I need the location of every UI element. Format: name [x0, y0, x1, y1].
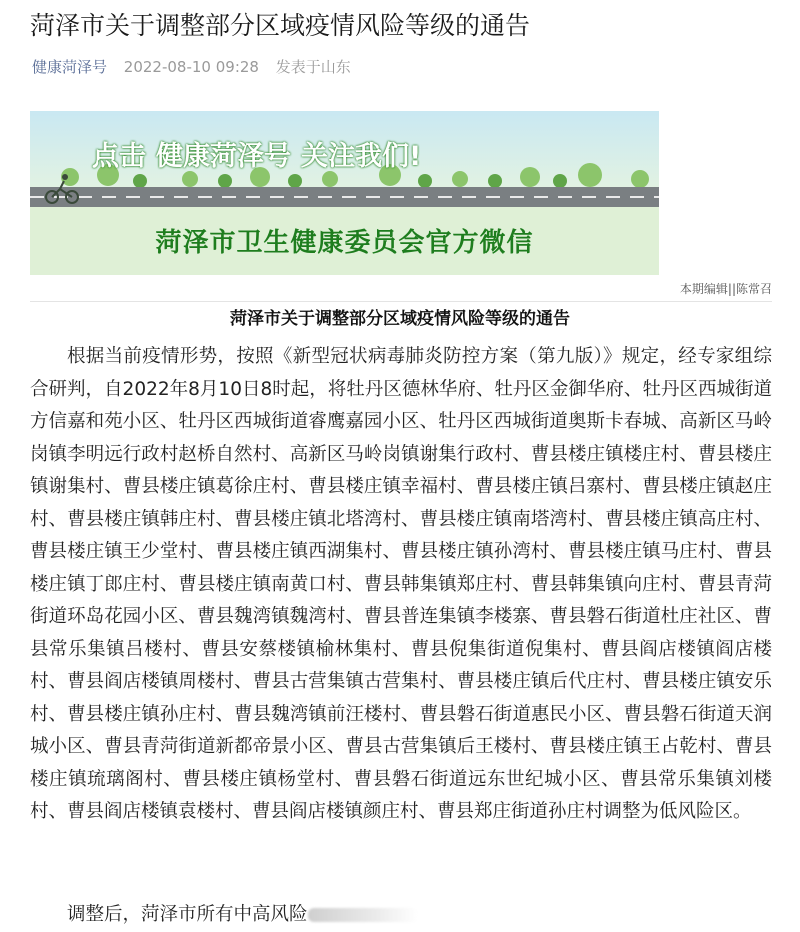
- banner-slogan: [92, 137, 421, 177]
- article-meta: [32, 56, 351, 78]
- obscured-text-overlay: [308, 908, 418, 922]
- publish-location: 发表于山东: [275, 58, 351, 76]
- editor-note: 本期编辑||陈常召: [679, 282, 772, 296]
- notice-paragraph-2-text: 调整后，菏泽市所有中高风险: [67, 904, 308, 925]
- banner-slogan-account: 健康菏泽号: [156, 141, 291, 172]
- divider: [30, 301, 772, 302]
- notice-paragraph-1: 根据当前疫情形势，按照《新型冠状病毒肺炎防控方案（第九版）》规定，经专家组综合研判，自2022年8月10日8时起，将牡丹区德林华府、牡丹区金御华府、牡丹区西城街道方信嘉和苑小区、牡丹区西城街道睿鹰嘉园小区、牡丹区西城街道奥斯卡春城、高新区马岭岗镇李明远行政村赵桥自然村、高新区马岭岗镇谢集行政村、曹县楼庄镇楼庄村、曹县楼庄镇谢集村、曹县楼庄镇葛徐庄村、曹县楼庄镇幸福村、曹县楼庄镇吕寨村、曹县楼庄镇赵庄村、曹县楼庄镇韩庄村、曹县楼庄镇北塔湾村、曹县楼庄镇南塔湾村、曹县楼庄镇高庄村、曹县楼庄镇王少堂村、曹县楼庄镇西湖集村、曹县楼庄镇孙湾村、曹县楼庄镇马庄村、曹县楼庄镇丁郎庄村、曹县楼庄镇南黄口村、曹县韩集镇郑庄村、曹县韩集镇向庄村、曹县青菏街道环岛花园小区、曹县魏湾镇魏湾村、曹县普连集镇李楼寨、曹县磐石街道杜庄社区、曹县常乐集镇吕楼村、曹县安蔡楼镇榆林集村、曹县倪集街道倪集村、曹县阎店楼镇阎店楼村、曹县阎店楼镇周楼村、曹县古营集镇古营集村、曹县楼庄镇后代庄村、曹县楼庄镇安乐村、曹县楼庄镇孙庄村、曹县魏湾镇前汪楼村、曹县磐石街道惠民小区、曹县磐石街道天润城小区、曹县青菏街道新都帝景小区、曹县古营集镇后王楼村、曹县楼庄镇王占乾村、曹县楼庄镇琉璃阁村、曹县楼庄镇杨堂村、曹县磐石街道远东世纪城小区、曹县常乐集镇刘楼村、曹县阎店楼镇袁楼村、曹县阎店楼镇颜庄村、曹县郑庄街道孙庄村调整为低风险区。: [30, 346, 772, 822]
- publish-date: 2022-08-10 09:28: [123, 58, 259, 76]
- article-title: 菏泽市关于调整部分区域疫情风险等级的通告: [30, 11, 531, 40]
- follow-banner-image[interactable]: [30, 111, 659, 275]
- notice-title: 菏泽市关于调整部分区域疫情风险等级的通告: [230, 309, 570, 329]
- banner-official-account: 菏泽市卫生健康委员会官方微信: [155, 228, 534, 258]
- account-name-link[interactable]: 健康菏泽号: [32, 58, 108, 76]
- banner-slogan-follow: 关注我们!: [301, 141, 422, 172]
- banner-slogan-click: 点击: [92, 141, 146, 172]
- notice-paragraph-2: [30, 899, 772, 932]
